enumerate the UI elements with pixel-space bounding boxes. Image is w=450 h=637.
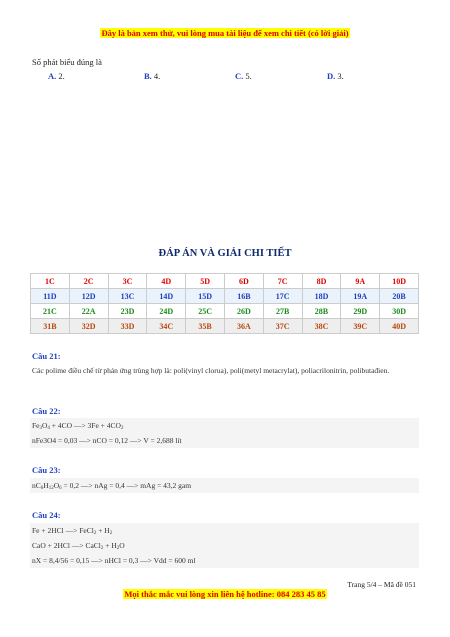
answer-cell: 33D: [108, 319, 147, 334]
answer-cell: 4D: [147, 274, 186, 289]
answer-cell: 2C: [69, 274, 108, 289]
table-row: [31, 274, 419, 289]
solution-title-21: Câu 21:: [32, 351, 61, 361]
solution-title-24: Câu 24:: [32, 510, 61, 520]
page-number: Trang 5/4 – Mã đề 051: [347, 580, 416, 589]
answer-cell: 18D: [302, 289, 341, 304]
equation-line-24b: CaO + 2HCl —> CaCl$_2$ + $H_2O$: [32, 541, 125, 551]
hotline-banner: Mọi thắc mắc vui lòng xin liên hệ hotline: 084 283 45 85: [124, 589, 326, 599]
equation-line-23: $nC_6H_{12}O_6 = 0,2$ —> nAg = 0,4 —> mAg = 43,2 gam: [32, 481, 192, 491]
answer-cell: 15D: [186, 289, 225, 304]
answer-cell: 9A: [341, 274, 380, 289]
answer-cell: 12D: [69, 289, 108, 304]
question-stem: Số phát biểu đúng là: [32, 57, 102, 67]
answer-cell: 39C: [341, 319, 380, 334]
answer-cell: 28B: [302, 304, 341, 319]
answer-cell: 40D: [380, 319, 419, 334]
answer-cell: 17C: [263, 289, 302, 304]
option-d: D. 3.: [327, 71, 344, 81]
answer-cell: 24D: [147, 304, 186, 319]
solution-title-22: Câu 22:: [32, 406, 61, 416]
answer-cell: 8D: [302, 274, 341, 289]
answer-cell: 30D: [380, 304, 419, 319]
answer-cell: 5D: [186, 274, 225, 289]
answer-cell: 3C: [108, 274, 147, 289]
answer-cell: 38C: [302, 319, 341, 334]
answer-cell: 21C: [31, 304, 70, 319]
answer-cell: 35B: [186, 319, 225, 334]
answer-cell: 37C: [263, 319, 302, 334]
answer-cell: 1C: [31, 274, 70, 289]
answer-cell: 34C: [147, 319, 186, 334]
option-b: B. 4.: [144, 71, 161, 81]
answer-cell: 13C: [108, 289, 147, 304]
equation-line-22b: nFe3O4 = 0,03 —> nCO = 0,12 —> V = 2,688 lít: [32, 436, 182, 445]
answer-cell: 11D: [31, 289, 70, 304]
answer-cell: 10D: [380, 274, 419, 289]
answer-cell: 25C: [186, 304, 225, 319]
answer-cell: 6D: [224, 274, 263, 289]
answer-cell: 29D: [341, 304, 380, 319]
equation-line-22a: $Fe_3O_4 + 4CO$ —> $3Fe + 4CO_2$: [32, 421, 124, 431]
answer-cell: 20B: [380, 289, 419, 304]
answer-cell: 22A: [69, 304, 108, 319]
option-c: C. 5.: [235, 71, 252, 81]
answer-cell: 26D: [224, 304, 263, 319]
preview-banner: Đây là bản xem thử, vui lòng mua tài liệu để xem chi tiết (có lời giải): [101, 28, 349, 38]
table-row: [31, 289, 419, 304]
solution-text-21: Các polime điều chế từ phản ứng trùng hợp là: poli(vinyl clorua), poli(metyl metacrylat), poliacrilonitrin, polibutađien.: [32, 366, 390, 375]
equation-line-24c: nX = 8,4/56 = 0,15 —> nHCl = 0,3 —> Vdd = 600 ml: [32, 556, 196, 565]
table-row: [31, 319, 419, 334]
answer-cell: 32D: [69, 319, 108, 334]
answer-cell: 16B: [224, 289, 263, 304]
answer-cell: 19A: [341, 289, 380, 304]
answer-options: [48, 71, 378, 81]
answer-cell: 14D: [147, 289, 186, 304]
answer-cell: 36A: [224, 319, 263, 334]
answer-cell: 27B: [263, 304, 302, 319]
answer-key-table: [30, 273, 419, 334]
option-a: A. 2.: [48, 71, 65, 81]
answer-cell: 7C: [263, 274, 302, 289]
answer-cell: 23D: [108, 304, 147, 319]
equation-line-24a: Fe + 2HCl —> FeCl$_2$ + $H_2$: [32, 526, 113, 536]
solution-title-23: Câu 23:: [32, 465, 61, 475]
answer-cell: 31B: [31, 319, 70, 334]
table-row: [31, 304, 419, 319]
section-title: ĐÁP ÁN VÀ GIẢI CHI TIẾT: [158, 248, 292, 259]
